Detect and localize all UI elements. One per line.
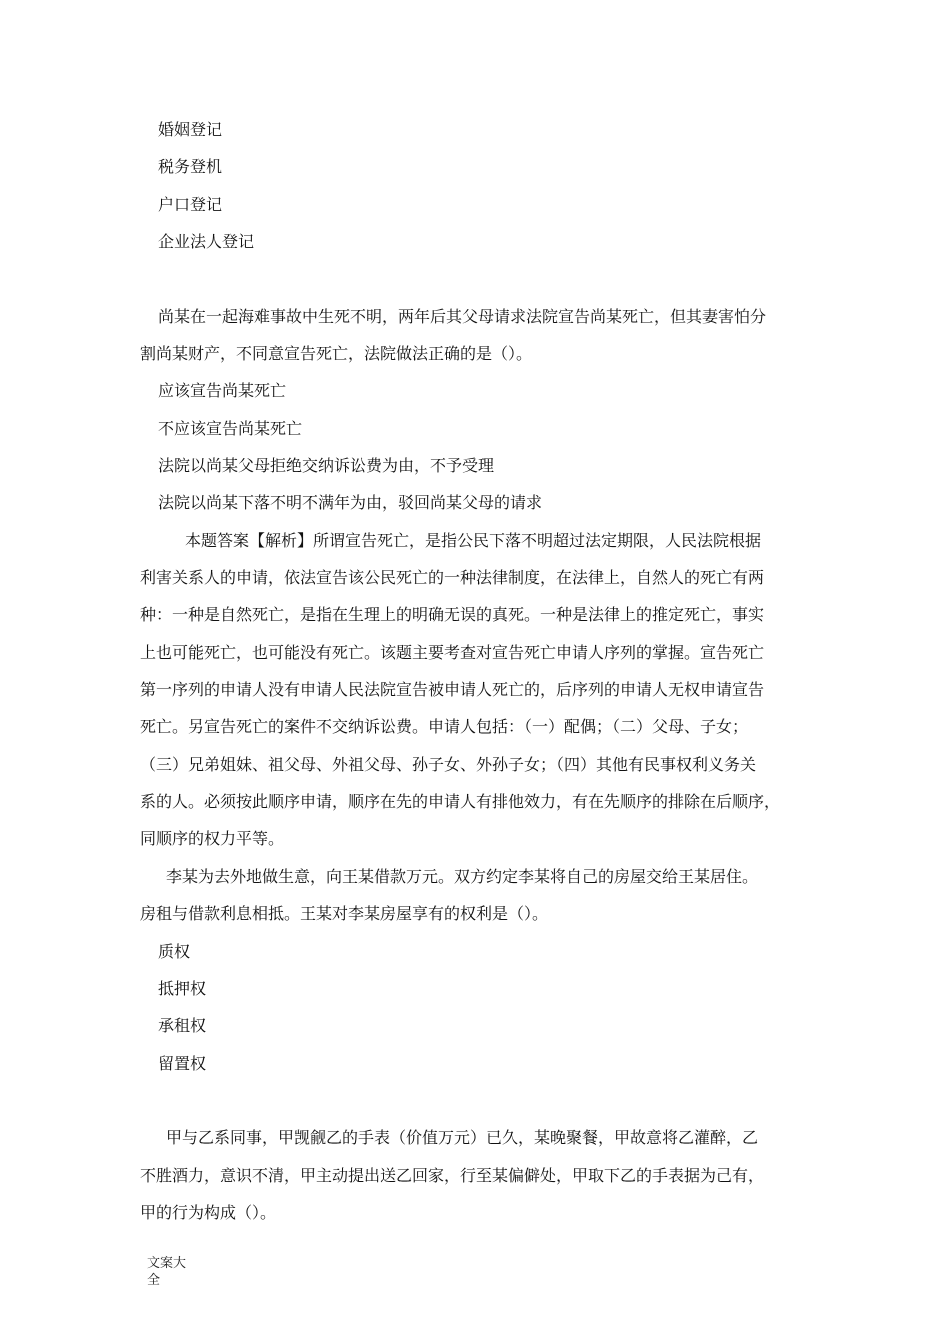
question-stem-line: 不胜酒力，意识不清，甲主动提出送乙回家，行至某偏僻处，甲取下乙的手表据为己有， [140,1166,765,1185]
question-stem-line: 甲的行为构成（）。 [140,1203,277,1222]
analysis-line: 本题答案【解析】所谓宣告死亡，是指公民下落不明超过法定期限，人民法院根据 [185,531,762,550]
option-line: 法院以尚某下落不明不满年为由，驳回尚某父母的请求 [158,493,543,512]
analysis-line: 第一序列的申请人没有申请人民法院宣告被申请人死亡的，后序列的申请人无权申请宣告 [140,680,765,699]
option-line: 应该宣告尚某死亡 [158,381,287,400]
analysis-line: 死亡。另宣告死亡的案件不交纳诉讼费。申请人包括：（一）配偶；（二）父母、子女； [140,717,749,736]
page-footer: 文案大全 [147,1256,187,1288]
question-stem-line: 甲与乙系同事，甲觊觎乙的手表（价值万元）已久，某晚聚餐，甲故意将乙灌醉，乙 [166,1128,759,1147]
analysis-line: 同顺序的权力平等。 [140,829,285,848]
option-line: 质权 [158,942,191,961]
option-line: 留置权 [158,1054,207,1073]
question-stem-line: 割尚某财产，不同意宣告死亡，法院做法正确的是（）。 [140,344,533,363]
option-line: 抵押权 [158,979,207,998]
analysis-line: 种：一种是自然死亡，是指在生理上的明确无误的真死。一种是法律上的推定死亡，事实 [140,605,765,624]
option-line: 承租权 [158,1016,207,1035]
analysis-line: 系的人。必须按此顺序申请，顺序在先的申请人有排他效力，有在先顺序的排除在后顺序， [140,792,781,811]
option-line: 税务登机 [158,157,223,176]
analysis-line: （三）兄弟姐妹、祖父母、外祖父母、孙子女、外孙子女；（四）其他有民事权利义务关 [140,755,757,774]
option-line: 法院以尚某父母拒绝交纳诉讼费为由，不予受理 [158,456,495,475]
option-line: 婚姻登记 [158,120,223,139]
question-stem-line: 房租与借款利息相抵。王某对李某房屋享有的权利是（）。 [140,904,549,923]
analysis-line: 利害关系人的申请，依法宣告该公民死亡的一种法律制度，在法律上，自然人的死亡有两 [140,568,765,587]
question-stem-line: 尚某在一起海难事故中生死不明，两年后其父母请求法院宣告尚某死亡，但其妻害怕分 [158,307,767,326]
question-stem-line: 李某为去外地做生意，向王某借款万元。双方约定李某将自己的房屋交给王某居住。 [166,867,759,886]
option-line: 企业法人登记 [158,232,255,251]
option-line: 不应该宣告尚某死亡 [158,419,303,438]
option-line: 户口登记 [158,195,223,214]
analysis-line: 上也可能死亡，也可能没有死亡。该题主要考查对宣告死亡申请人序列的掌握。宣告死亡 [140,643,765,662]
